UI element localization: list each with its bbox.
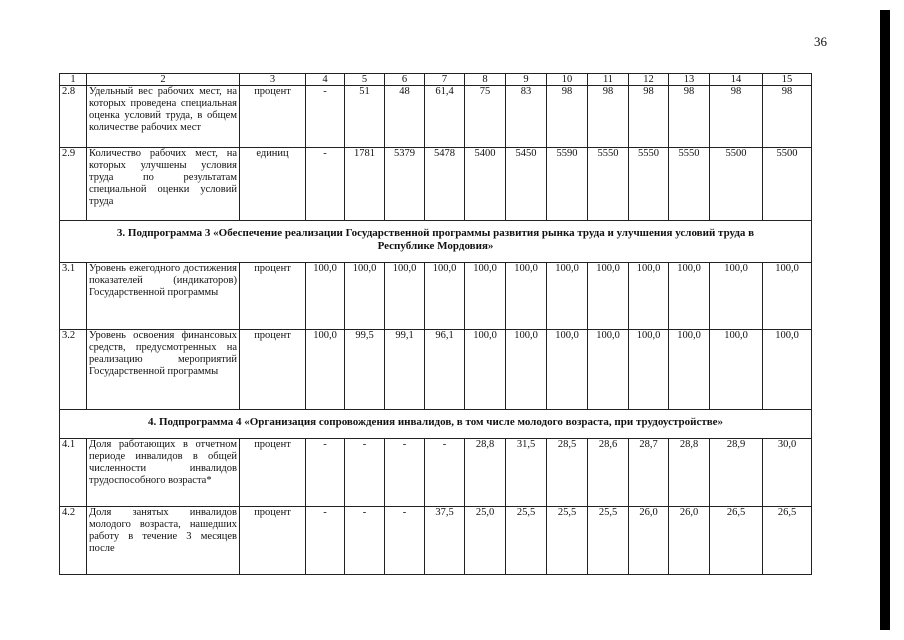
value-cell: 48	[385, 86, 425, 148]
unit-cell: процент	[240, 86, 306, 148]
row-number: 4.2	[60, 507, 87, 575]
value-cell: 100,0	[547, 330, 588, 410]
header-row	[60, 74, 812, 86]
indicator-name: Уровень освоения финансовых средств, предусмотренных на реализацию мероприятий Государственной программы	[87, 330, 240, 410]
header-cell: 11	[588, 74, 629, 86]
value-cell: 96,1	[425, 330, 465, 410]
header-cell: 2	[87, 74, 240, 86]
value-cell: 1781	[345, 148, 385, 221]
value-cell: -	[306, 439, 345, 507]
indicator-name: Доля занятых инвалидов молодого возраста, нашедших работу в течение 3 месяцев после	[87, 507, 240, 575]
header-cell: 3	[240, 74, 306, 86]
table-row	[60, 439, 812, 507]
value-cell: 28,7	[629, 439, 669, 507]
value-cell: 99,1	[385, 330, 425, 410]
value-cell: 100,0	[306, 330, 345, 410]
value-cell: 5550	[669, 148, 710, 221]
value-cell: 25,5	[547, 507, 588, 575]
unit-cell: процент	[240, 263, 306, 330]
value-cell: 61,4	[425, 86, 465, 148]
value-cell: 75	[465, 86, 506, 148]
header-cell: 8	[465, 74, 506, 86]
value-cell: 5550	[629, 148, 669, 221]
section-title: 3. Подпрограмма 3 «Обеспечение реализации Государственной программы развития рынка труда и улучшения условий труда в Республике Мордовия»	[60, 221, 812, 263]
value-cell: 100,0	[629, 263, 669, 330]
section-row	[60, 221, 812, 263]
table-row	[60, 86, 812, 148]
value-cell: 100,0	[669, 330, 710, 410]
row-number: 3.2	[60, 330, 87, 410]
value-cell: -	[345, 507, 385, 575]
row-number: 2.8	[60, 86, 87, 148]
value-cell: 100,0	[710, 263, 763, 330]
row-number: 2.9	[60, 148, 87, 221]
value-cell: 28,6	[588, 439, 629, 507]
value-cell: 25,5	[506, 507, 547, 575]
value-cell: 83	[506, 86, 547, 148]
value-cell: -	[385, 439, 425, 507]
value-cell: 5400	[465, 148, 506, 221]
value-cell: 5500	[763, 148, 812, 221]
unit-cell: процент	[240, 439, 306, 507]
value-cell: 100,0	[547, 263, 588, 330]
value-cell: 100,0	[385, 263, 425, 330]
value-cell: 99,5	[345, 330, 385, 410]
indicator-name: Уровень ежегодного достижения показателей (индикаторов) Государственной программы	[87, 263, 240, 330]
value-cell: 37,5	[425, 507, 465, 575]
value-cell: -	[306, 86, 345, 148]
indicator-name: Удельный вес рабочих мест, на которых проведена специальная оценка условий труда, в общем количестве рабочих мест	[87, 86, 240, 148]
value-cell: 28,8	[669, 439, 710, 507]
value-cell: 5450	[506, 148, 547, 221]
header-cell: 15	[763, 74, 812, 86]
unit-cell: единиц	[240, 148, 306, 221]
header-cell: 13	[669, 74, 710, 86]
value-cell: 26,5	[710, 507, 763, 575]
value-cell: 5478	[425, 148, 465, 221]
value-cell: 100,0	[763, 330, 812, 410]
header-cell: 1	[60, 74, 87, 86]
value-cell: 100,0	[465, 330, 506, 410]
header-cell: 12	[629, 74, 669, 86]
value-cell: 5550	[588, 148, 629, 221]
value-cell: 100,0	[465, 263, 506, 330]
value-cell: 98	[763, 86, 812, 148]
value-cell: 26,5	[763, 507, 812, 575]
header-cell: 5	[345, 74, 385, 86]
value-cell: 100,0	[710, 330, 763, 410]
value-cell: 31,5	[506, 439, 547, 507]
value-cell: 100,0	[506, 330, 547, 410]
value-cell: 100,0	[345, 263, 385, 330]
value-cell: 28,9	[710, 439, 763, 507]
value-cell: 100,0	[763, 263, 812, 330]
value-cell: 98	[629, 86, 669, 148]
section-title: 4. Подпрограмма 4 «Организация сопровождения инвалидов, в том числе молодого возраста, при трудоустройстве»	[60, 410, 812, 439]
value-cell: 25,5	[588, 507, 629, 575]
section-row	[60, 410, 812, 439]
value-cell: 26,0	[669, 507, 710, 575]
value-cell: 5590	[547, 148, 588, 221]
value-cell: 100,0	[588, 330, 629, 410]
value-cell: 5379	[385, 148, 425, 221]
page-number: 36	[814, 34, 827, 49]
value-cell: -	[306, 507, 345, 575]
indicator-name: Количество рабочих мест, на которых улучшены условия труда по результатам специальной оценки условий труда	[87, 148, 240, 221]
table-row	[60, 330, 812, 410]
value-cell: 26,0	[629, 507, 669, 575]
value-cell: 5500	[710, 148, 763, 221]
header-cell: 4	[306, 74, 345, 86]
value-cell: 100,0	[425, 263, 465, 330]
table-row	[60, 263, 812, 330]
value-cell: 100,0	[669, 263, 710, 330]
value-cell: 100,0	[629, 330, 669, 410]
header-cell: 10	[547, 74, 588, 86]
unit-cell: процент	[240, 507, 306, 575]
row-number: 3.1	[60, 263, 87, 330]
value-cell: -	[306, 148, 345, 221]
value-cell: 51	[345, 86, 385, 148]
header-cell: 7	[425, 74, 465, 86]
indicator-name: Доля работающих в отчетном периоде инвалидов в общей численности инвалидов трудоспособного возраста*	[87, 439, 240, 507]
value-cell: 100,0	[306, 263, 345, 330]
value-cell: 98	[547, 86, 588, 148]
unit-cell: процент	[240, 330, 306, 410]
value-cell: -	[425, 439, 465, 507]
header-cell: 9	[506, 74, 547, 86]
value-cell: 98	[669, 86, 710, 148]
value-cell: 100,0	[588, 263, 629, 330]
value-cell: 98	[710, 86, 763, 148]
header-cell: 14	[710, 74, 763, 86]
value-cell: 25,0	[465, 507, 506, 575]
value-cell: 100,0	[506, 263, 547, 330]
scan-edge-bar	[880, 10, 890, 630]
row-number: 4.1	[60, 439, 87, 507]
value-cell: -	[345, 439, 385, 507]
value-cell: 28,8	[465, 439, 506, 507]
value-cell: 28,5	[547, 439, 588, 507]
header-cell: 6	[385, 74, 425, 86]
value-cell: -	[385, 507, 425, 575]
value-cell: 30,0	[763, 439, 812, 507]
table-row	[60, 148, 812, 221]
table-row	[60, 507, 812, 575]
indicators-table	[59, 73, 812, 575]
value-cell: 98	[588, 86, 629, 148]
